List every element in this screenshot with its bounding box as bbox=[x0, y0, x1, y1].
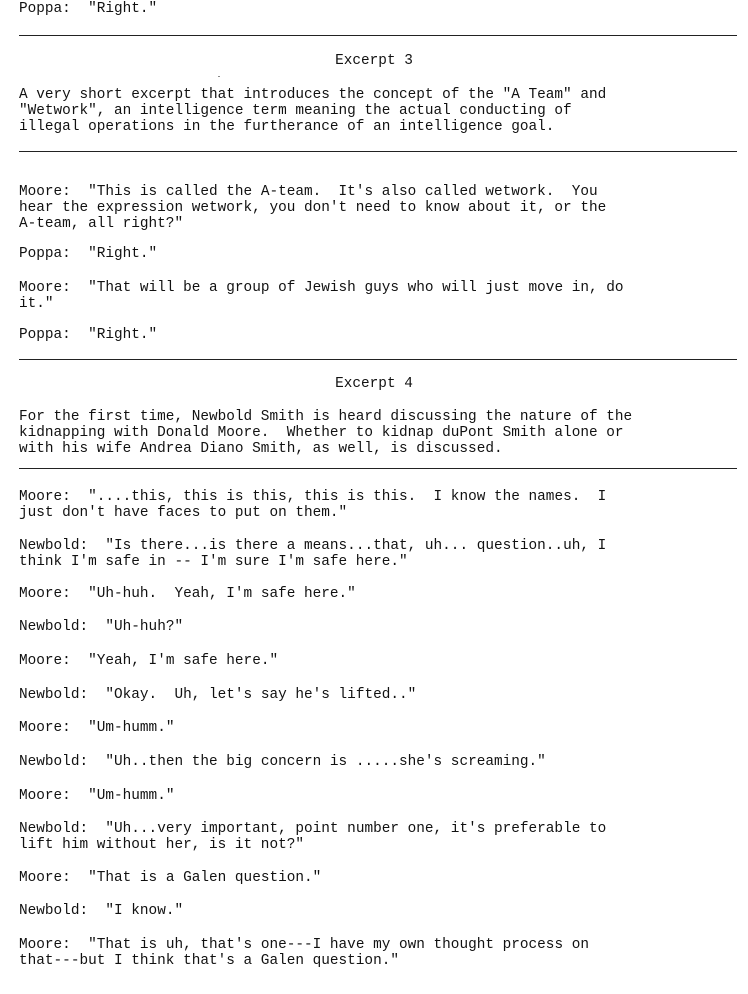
speech-continuation: just don't have faces to put on them." bbox=[19, 505, 348, 521]
speaker-label: Poppa: bbox=[19, 1, 71, 17]
dialogue-line bbox=[19, 755, 546, 770]
excerpt-heading: Excerpt 4 bbox=[335, 376, 413, 392]
dialogue-line bbox=[19, 721, 174, 736]
speech-continuation: that---but I think that's a Galen question." bbox=[19, 953, 399, 969]
dialogue-line bbox=[19, 185, 598, 200]
dialogue-line bbox=[19, 247, 157, 262]
excerpt-intro-line: For the first time, Newbold Smith is heard discussing the nature of the bbox=[19, 409, 633, 425]
speech-continuation: lift him without her, is it not?" bbox=[19, 837, 304, 853]
section-divider bbox=[19, 359, 737, 360]
section-divider bbox=[19, 151, 737, 152]
speech-text: "That is uh, that's one---I have my own thought process on bbox=[88, 937, 589, 953]
speech-text: "That is a Galen question." bbox=[88, 870, 322, 886]
speech-text: "Uh..then the big concern is .....she's screaming." bbox=[105, 754, 546, 770]
speaker-label: Moore: bbox=[19, 280, 71, 296]
speech-text: "Uh-huh. Yeah, I'm safe here." bbox=[88, 586, 356, 602]
speech-continuation: hear the expression wetwork, you don't need to know about it, or the bbox=[19, 200, 607, 216]
speaker-label: Moore: bbox=[19, 489, 71, 505]
speech-continuation: think I'm safe in -- I'm sure I'm safe here." bbox=[19, 554, 408, 570]
dialogue-line bbox=[19, 871, 321, 886]
speaker-label: Newbold: bbox=[19, 821, 89, 837]
section-divider bbox=[19, 35, 737, 36]
speech-text: "I know." bbox=[105, 903, 184, 919]
speech-text: "Is there...is there a means...that, uh... question..uh, I bbox=[105, 538, 607, 554]
dialogue-line bbox=[19, 938, 589, 953]
speaker-label: Poppa: bbox=[19, 327, 71, 343]
speaker-label: Newbold: bbox=[19, 687, 89, 703]
dialogue-line bbox=[19, 539, 606, 554]
dialogue-line bbox=[19, 587, 356, 602]
speaker-label: Newbold: bbox=[19, 538, 89, 554]
excerpt-intro-line: A very short excerpt that introduces the concept of the "A Team" and bbox=[19, 87, 607, 103]
speech-text: "Uh-huh?" bbox=[105, 619, 184, 635]
section-divider bbox=[19, 468, 737, 469]
speech-text: "Yeah, I'm safe here." bbox=[88, 653, 279, 669]
scan-speck bbox=[218, 76, 220, 77]
speech-text: "Okay. Uh, let's say he's lifted.." bbox=[105, 687, 417, 703]
dialogue-line bbox=[19, 620, 183, 635]
speaker-label: Newbold: bbox=[19, 754, 89, 770]
speech-text: "Right." bbox=[88, 246, 158, 262]
speaker-label: Moore: bbox=[19, 184, 71, 200]
dialogue-line bbox=[19, 688, 416, 703]
speaker-label: Moore: bbox=[19, 586, 71, 602]
speech-continuation: it." bbox=[19, 296, 54, 312]
speaker-label: Moore: bbox=[19, 937, 71, 953]
dialogue-line bbox=[19, 654, 278, 669]
dialogue-line bbox=[19, 2, 157, 17]
dialogue-line bbox=[19, 822, 606, 837]
speech-text: "....this, this is this, this is this. I know the names. I bbox=[88, 489, 607, 505]
speaker-label: Moore: bbox=[19, 870, 71, 886]
speaker-label: Newbold: bbox=[19, 903, 89, 919]
dialogue-line bbox=[19, 328, 157, 343]
dialogue-line bbox=[19, 490, 606, 505]
speech-text: "Right." bbox=[88, 1, 158, 17]
excerpt-intro-line: kidnapping with Donald Moore. Whether to kidnap duPont Smith alone or bbox=[19, 425, 624, 441]
speech-text: "Um-humm." bbox=[88, 720, 175, 736]
speech-text: "Right." bbox=[88, 327, 158, 343]
dialogue-line bbox=[19, 904, 183, 919]
speech-continuation: A-team, all right?" bbox=[19, 216, 184, 232]
excerpt-heading: Excerpt 3 bbox=[335, 53, 413, 69]
speaker-label: Newbold: bbox=[19, 619, 89, 635]
speaker-label: Moore: bbox=[19, 720, 71, 736]
excerpt-intro-line: with his wife Andrea Diano Smith, as well, is discussed. bbox=[19, 441, 503, 457]
speech-text: "That will be a group of Jewish guys who will just move in, do bbox=[88, 280, 624, 296]
speaker-label: Poppa: bbox=[19, 246, 71, 262]
excerpt-intro-line: "Wetwork", an intelligence term meaning the actual conducting of bbox=[19, 103, 572, 119]
speech-text: "This is called the A-team. It's also called wetwork. You bbox=[88, 184, 598, 200]
excerpt-intro-line: illegal operations in the furtherance of an intelligence goal. bbox=[19, 119, 555, 135]
speaker-label: Moore: bbox=[19, 788, 71, 804]
dialogue-line bbox=[19, 281, 624, 296]
speaker-label: Moore: bbox=[19, 653, 71, 669]
speech-text: "Um-humm." bbox=[88, 788, 175, 804]
dialogue-line bbox=[19, 789, 174, 804]
speech-text: "Uh...very important, point number one, it's preferable to bbox=[105, 821, 607, 837]
